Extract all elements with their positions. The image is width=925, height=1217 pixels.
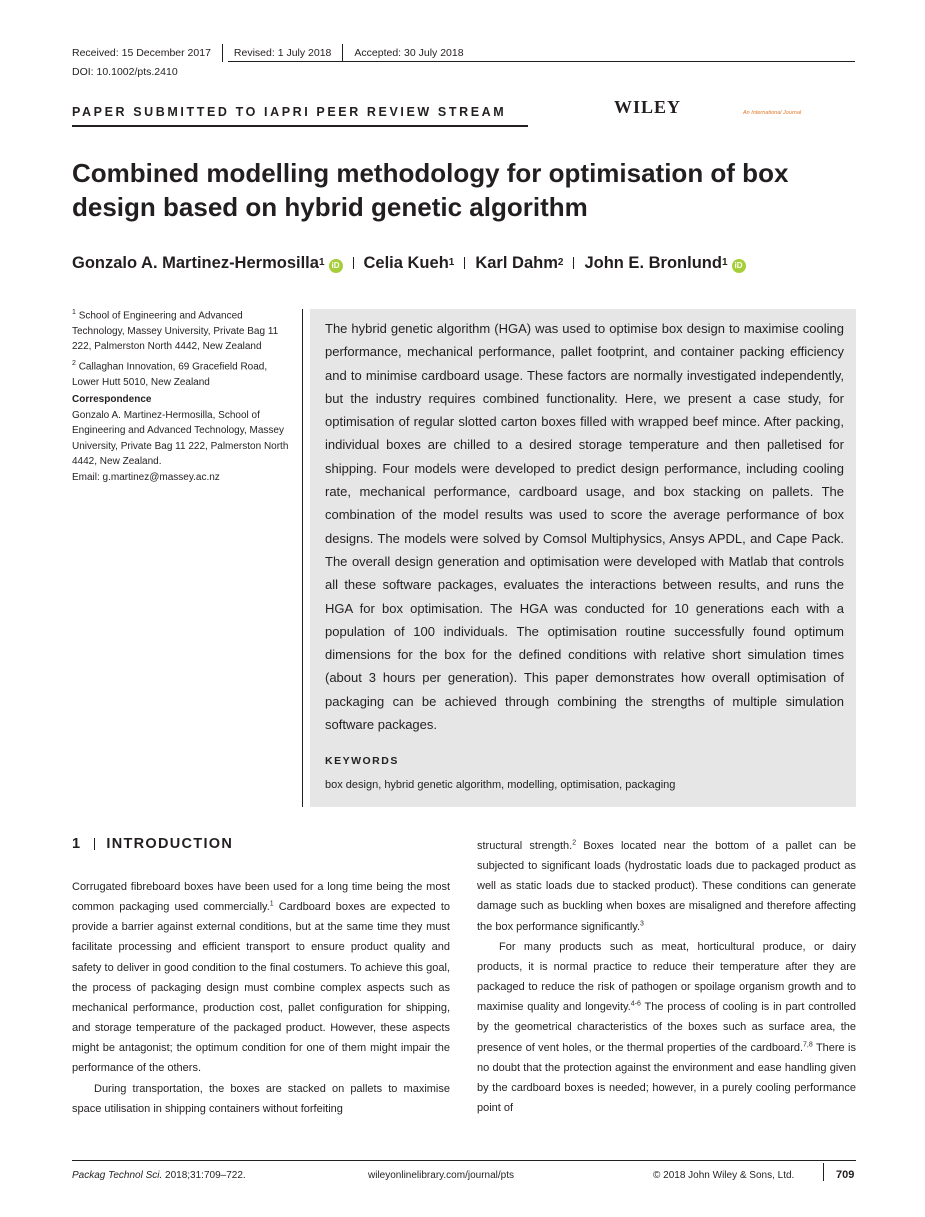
paragraph-text: For many products such as meat, horticultural produce, or dairy products, it is normal practice to reduce their temperature after they are packaged to reduce the risk of pathogen or spoilage organism growth and to maximise quality and longevity. [477,940,856,1014]
citation-ref[interactable]: 4-6 [630,1000,641,1008]
author-name: John E. Bronlund [584,254,722,272]
citation-ref[interactable]: 2 [572,839,577,847]
citation-text: 2018;31:709–722. [162,1170,246,1181]
paragraph-text: Boxes located near the bottom of a pallet can be subjected to significant loads (hydrostatic loads due to packaged product as well as static loads due to stacked product). These conditions can generate damage such as buckling when boxes are misaligned and therefore affecting the box performance significantly. [477,840,857,933]
publisher-logo: WILEY [614,97,682,117]
footer-separator [823,1163,824,1181]
stream-rule [72,125,528,127]
stream-label: PAPER SUBMITTED TO IAPRI PEER REVIEW STREAM [72,105,507,119]
paragraph-text: There is no doubt that the protection against the environment and ease handling given by the cardboard boxes is needed; however, in a purely cooling performance point of [477,1041,856,1115]
affiliation-number: 1 [72,309,76,316]
affiliation-text: Callaghan Innovation, 69 Gracefield Road, Lower Hutt 5010, New Zealand [72,361,268,388]
received-date: Received: 15 December 2017 [72,47,211,59]
article-dates [72,44,464,62]
paragraph-text: Corrugated fibreboard boxes have been used for a long time being the most common packaging used commercially. [72,881,450,914]
footer-citation [72,1170,246,1181]
author-name: Gonzalo A. Martinez-Hermosilla [72,254,319,272]
journal-abbrev: Packag Technol Sci. [72,1170,163,1181]
section-separator [94,838,95,850]
orcid-icon[interactable]: iD [732,259,746,273]
page-number: 709 [836,1169,855,1181]
affiliation-number: 2 [72,360,76,367]
divider [222,44,223,62]
author-affiliation-mark: 1 [448,257,455,268]
paragraph-text: Cardboard boxes are expected to provide a barrier against external conditions, but at the same time they must facilitate processing and efficient transport to ensure product quality and safety to deliver in good condition to the final costumers. To achieve this goal, the process of packaging design must combine complex aspects such as mechanical performance, production cost, pallet configuration for shipping, and storage temperature of the packaged product. However, these aspects might be antagonist; the optimum condition for one of them might impair the performance of the others. [72,901,450,1075]
affiliation-text: School of Engineering and Advanced Technology, Massey University, Private Bag 11 222, Palmerston North 4442, New Zealand [72,310,279,353]
paragraph: During transportation, the boxes are stacked on pallets to maximise space utilisation in shipping containers without forfeiting [72,1082,450,1115]
footer-url[interactable]: wileyonlinelibrary.com/journal/pts [368,1170,514,1181]
footer-rule [72,1160,856,1161]
author-name: Karl Dahm [475,254,558,272]
author-name: Celia Kueh [363,254,449,272]
author-affiliation-mark: 1 [721,257,728,268]
revised-date: Revised: 1 July 2018 [233,47,332,59]
section-heading [72,836,233,852]
section-number: 1 [72,836,82,852]
orcid-icon[interactable]: iD [329,259,343,273]
abstract-text: The hybrid genetic algorithm (HGA) was used to optimise box design to maximise cooling performance, mechanical performance, pallet footprint, and container packing efficiency and to minimise cardboard usage. These factors are normally investigated independently, but the industry requires combined functionality. Here, we present a case study, for optimisation of regular slotted carton boxes filled with wrapped beef mince. After packing, individual boxes are chilled to a desired storage temperature and then palletised for shipping. Four models were developed to predict design performance, including cooling rate, mechanical performance, cardboard usage, and box stacking on pallets. The combination of the model results was used to score the average performance of box designs. The models were solved by Comsol Multiphysics, Ansys APDL, and Cape Pack. The overall design generation and optimisation were developed with Matlab that controls all these software packages, evaluates the interactions between results, and runs the HGA for box optimisation. The HGA was conducted for 10 generations each with a population of 100 individuals. The optimisation routine successfully found optimum dimensions for the box for the defined conditions with relative short simulation times (about 3 hours per generation). This paper demonstrates how overall optimisation of packaging can be achieved through combining the strengths of multiple simulation software packages. [325,321,844,733]
doi[interactable]: DOI: 10.1002/pts.2410 [72,66,178,78]
citation-ref[interactable]: 3 [640,919,644,927]
journal-tagline: An International Journal [743,110,802,116]
paragraph [477,836,856,937]
citation-ref[interactable]: 7,8 [803,1040,813,1048]
abstract-rule [302,309,303,807]
paragraph [477,937,856,1118]
divider [342,44,343,62]
author-separator [353,257,354,269]
author-separator [464,257,465,269]
author-affiliation-mark: 1 [318,257,325,268]
author-affiliation-mark: 2 [557,257,564,268]
keywords-heading: KEYWORDS [325,755,399,767]
correspondence-text: Gonzalo A. Martinez-Hermosilla, School of Engineering and Advanced Technology, Massey University, Private Bag 11 222, Palmerston North 4442, New Zealand. [72,409,289,467]
correspondence-email[interactable]: Email: g.martinez@massey.ac.nz [72,471,220,483]
correspondence [72,392,294,485]
paragraph-text: The process of cooling is in part controlled by the geometrical characteristics of the boxes such as surface area, the presence of vent holes, or the thermal properties of the cardboard. [477,1001,856,1054]
accepted-date: Accepted: 30 July 2018 [354,47,464,59]
header-rule [228,61,855,62]
affiliation [72,305,294,355]
paragraph [72,877,450,1079]
affiliation [72,356,294,390]
citation-ref[interactable]: 1 [269,900,274,908]
correspondence-heading: Correspondence [72,394,152,405]
abstract-box [310,309,856,807]
keywords: box design, hybrid genetic algorithm, modelling, optimisation, packaging [325,779,676,791]
section-title: INTRODUCTION [106,836,234,852]
body-column-left [72,877,450,1119]
article-title: Combined modelling methodology for optimisation of box design based on hybrid genetic algorithm [72,158,789,222]
author-list [72,254,746,273]
footer-copyright: © 2018 John Wiley & Sons, Ltd. [653,1170,795,1181]
body-column-right [477,836,856,1118]
author-separator [573,257,574,269]
paragraph-text: structural strength. [477,840,573,852]
